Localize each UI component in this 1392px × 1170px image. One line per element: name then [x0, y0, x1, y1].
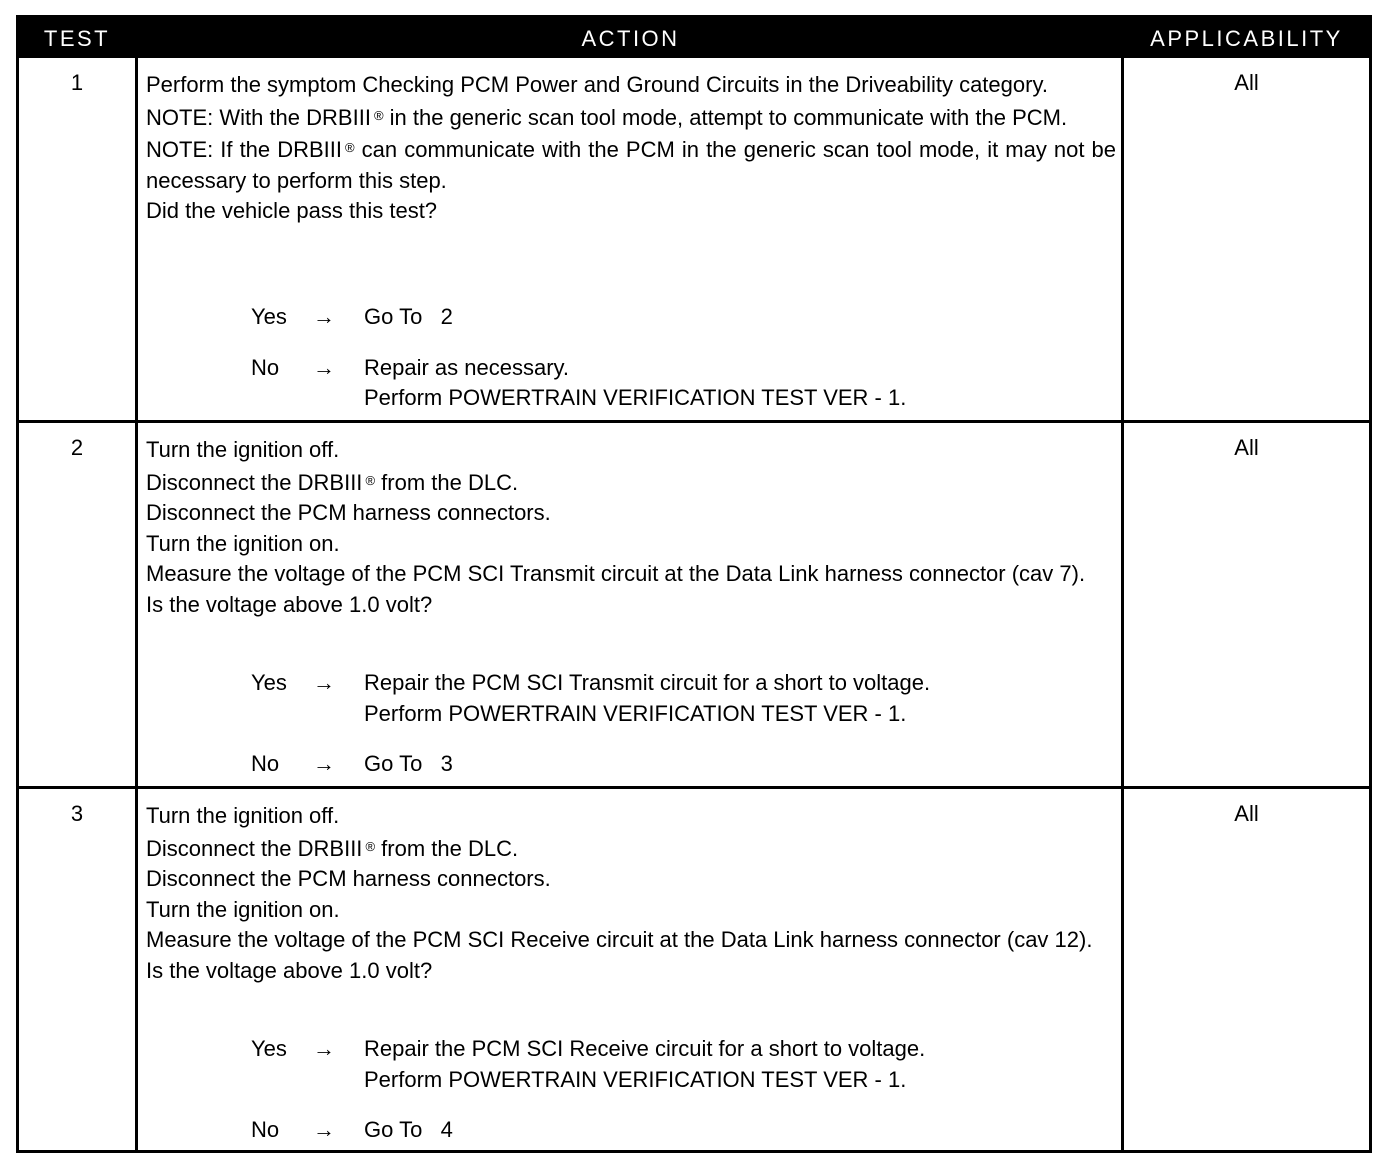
arrow-right-icon: →	[313, 1117, 335, 1142]
arrow-right-icon: →	[313, 670, 335, 695]
option-result: Go To 2	[364, 304, 453, 329]
action-question: Is the voltage above 1.0 volt?	[146, 957, 433, 983]
test-number: 3	[70, 801, 84, 826]
action-line: Turn the ignition off.	[146, 437, 340, 462]
diagnostic-test-table	[16, 15, 1372, 1153]
action-line: Turn the ignition on.	[146, 896, 340, 922]
table-header	[19, 18, 1369, 58]
action-line: Disconnect the DRBIII ® from the DLC.	[146, 835, 519, 861]
option-label: No	[251, 751, 280, 776]
action-line: Measure the voltage of the PCM SCI Transmit circuit at the Data Link harness connector (cav 7).	[146, 561, 1086, 586]
option-result: Repair the PCM SCI Receive circuit for a short to voltage.	[364, 1036, 926, 1061]
option-result: Repair the PCM SCI Transmit circuit for a short to voltage.	[364, 670, 931, 695]
registered-mark: ®	[365, 838, 376, 854]
table-row	[19, 58, 1369, 420]
option-result: Go To 4	[364, 1117, 453, 1142]
arrow-right-icon: →	[313, 354, 335, 380]
option-result: Repair as necessary.	[364, 354, 570, 380]
table-row	[19, 789, 1369, 1150]
header-applicability: APPLICABILITY	[1150, 26, 1343, 51]
action-line: Turn the ignition off.	[146, 803, 340, 828]
header-action: ACTION	[581, 26, 680, 51]
option-result: Go To 3	[364, 751, 453, 776]
action-line: Turn the ignition on.	[146, 530, 340, 556]
action-question: Did the vehicle pass this test?	[146, 198, 438, 223]
action-text	[146, 435, 1116, 620]
option-no	[251, 353, 1071, 414]
option-no	[251, 749, 1071, 780]
applicability-value: All	[1234, 801, 1259, 826]
registered-mark: ®	[365, 472, 376, 488]
option-label: Yes	[251, 670, 287, 695]
option-yes	[251, 302, 1071, 333]
option-no	[251, 1115, 1071, 1146]
applicability-value: All	[1234, 70, 1259, 95]
action-note: NOTE: If the DRBIII ® can communicate with the PCM in the generic scan tool mode, it may not be necessary to perform this step.	[146, 137, 1117, 193]
action-text	[146, 70, 1116, 227]
action-line: Perform the symptom Checking PCM Power and Ground Circuits in the Driveability category.	[146, 72, 1048, 97]
test-number: 1	[70, 70, 84, 95]
registered-mark: ®	[373, 107, 384, 123]
option-yes	[251, 668, 1071, 729]
option-result-detail: Perform POWERTRAIN VERIFICATION TEST VER - 1.	[364, 1066, 907, 1092]
option-yes	[251, 1034, 1071, 1095]
header-test: TEST	[43, 26, 111, 51]
option-label: No	[251, 354, 280, 380]
arrow-right-icon: →	[313, 1036, 335, 1061]
action-line: Disconnect the DRBIII ® from the DLC.	[146, 469, 519, 495]
arrow-right-icon: →	[313, 304, 335, 329]
action-text	[146, 801, 1116, 986]
table-row	[19, 423, 1369, 786]
option-label: Yes	[251, 304, 287, 329]
registered-mark: ®	[345, 140, 355, 155]
action-question: Is the voltage above 1.0 volt?	[146, 591, 433, 617]
option-label: Yes	[251, 1036, 287, 1061]
options	[251, 1034, 1071, 1146]
action-line: Disconnect the PCM harness connectors.	[146, 866, 551, 891]
option-result-detail: Perform POWERTRAIN VERIFICATION TEST VER - 1.	[364, 700, 907, 726]
options	[251, 302, 1071, 414]
options	[251, 668, 1071, 780]
action-note: NOTE: With the DRBIII ® in the generic scan tool mode, attempt to communicate with the PCM.	[146, 104, 1068, 130]
option-label: No	[251, 1117, 280, 1142]
applicability-value: All	[1234, 435, 1259, 460]
action-line: Measure the voltage of the PCM SCI Receive circuit at the Data Link harness connector (cav 12).	[146, 927, 1093, 952]
action-line: Disconnect the PCM harness connectors.	[146, 500, 551, 525]
option-result-detail: Perform POWERTRAIN VERIFICATION TEST VER - 1.	[364, 385, 907, 410]
arrow-right-icon: →	[313, 751, 335, 776]
test-number: 2	[70, 435, 84, 460]
